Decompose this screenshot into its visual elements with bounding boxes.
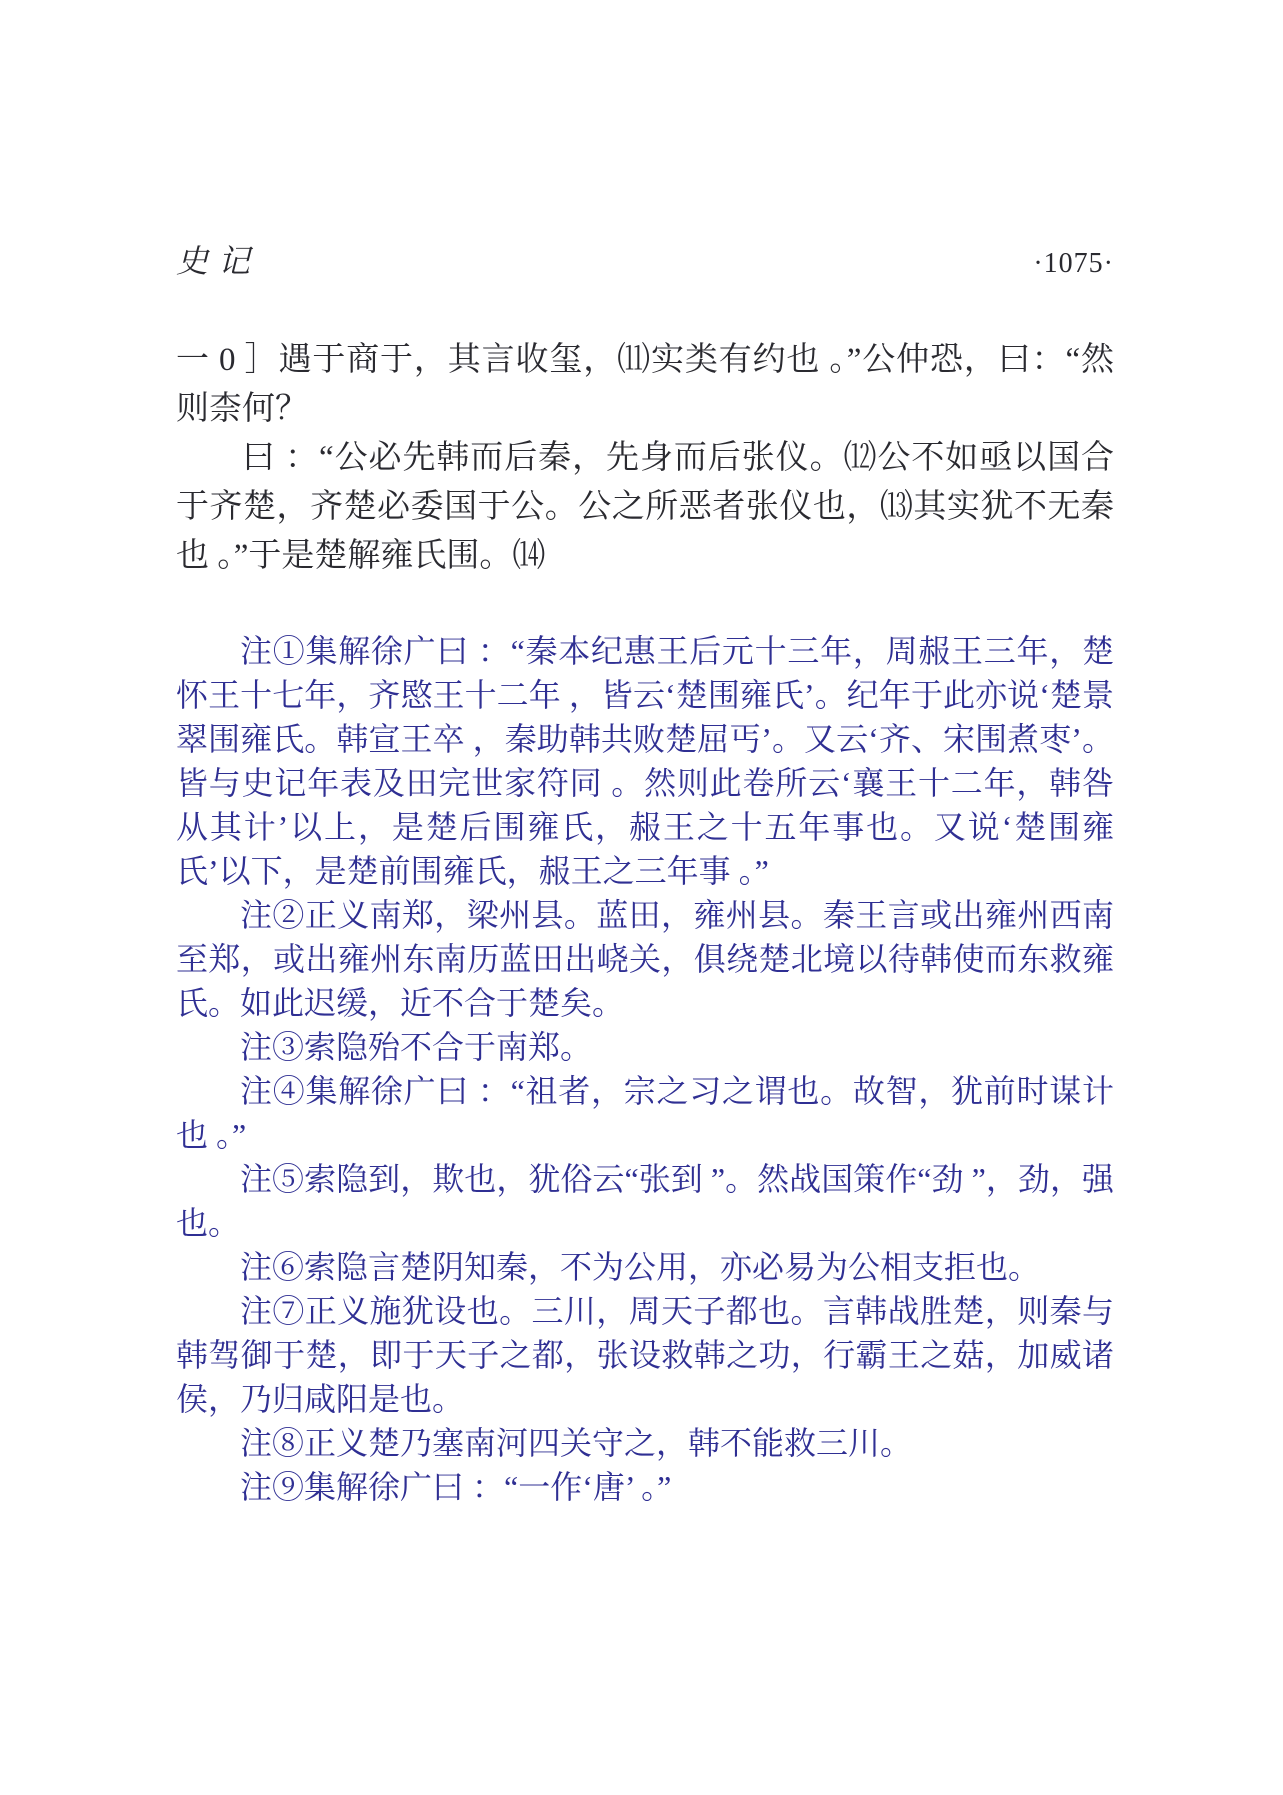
note-paragraph-1: 注①集解徐广曰 ：“秦本纪惠王后元十三年，周赧王三年，楚怀王十七年，齐愍王十二年 ，皆云‘楚围雍氏’。纪年于此亦说‘楚景翠围雍氏。韩宣王卒 ，秦助韩共败楚屈丐’。又云‘齐、宋围煮枣’。皆与史记年表及田完世家符同 。然则此卷所云‘襄王十二年，韩咎从其计’以上，是楚后围雍氏，赧王之十五年事也。又说‘楚围雍氏’以下，是楚前围雍氏，赧王之三年事 。” (176, 633, 1114, 889)
note-paragraph-9: 注⑨集解徐广曰 ：“一作‘唐’ 。” (240, 1469, 672, 1505)
body-paragraph: 一 0 ］遇于商于，其言收玺，⑾实类有约也 。”公仲恐，曰：“然则柰何？ (176, 342, 1114, 427)
note-paragraph-5: 注⑤索隐到，欺也，犹俗云“张到 ”。然战国策作“劲 ”，劲，强也。 (176, 1161, 1114, 1241)
note-paragraph-7: 注⑦正义施犹设也。三川，周天子都也。言韩战胜楚，则秦与韩驾御于楚，即于天子之都，张设救韩之功，行霸王之菇，加威诸侯，乃归咸阳是也。 (176, 1293, 1114, 1417)
notes-section (176, 629, 1114, 1509)
note-paragraph-3: 注③索隐殆不合于南郑。 (240, 1029, 593, 1065)
note-paragraph-2: 注②正义南郑，梁州县。蓝田，雍州县。秦王言或出雍州西南至郑，或出雍州东南历蓝田出峣关，俱绕楚北境以待韩使而东救雍氏。如此迟缓，近不合于楚矣。 (176, 897, 1114, 1021)
page-content (176, 236, 1114, 1509)
page-number: ·1075· (1033, 248, 1114, 279)
body-paragraph: 曰 ：“公必先韩而后秦，先身而后张仪。⑿公不如亟以国合于齐楚，齐楚必委国于公。公之所恶者张仪也，⒀其实犹不无秦也 。”于是楚解雍氏围。⒁ (176, 440, 1114, 574)
book-title: 史记 (176, 243, 261, 279)
note-paragraph-8: 注⑧正义楚乃塞南河四关守之，韩不能救三川。 (240, 1425, 913, 1461)
page-header (176, 236, 1114, 282)
note-paragraph-4: 注④集解徐广曰 ：“祖者，宗之习之谓也。故智，犹前时谋计也 。” (176, 1073, 1114, 1153)
body-text (176, 336, 1114, 581)
note-paragraph-6: 注⑥索隐言楚阴知秦，不为公用，亦必易为公相支拒也。 (240, 1249, 1041, 1285)
